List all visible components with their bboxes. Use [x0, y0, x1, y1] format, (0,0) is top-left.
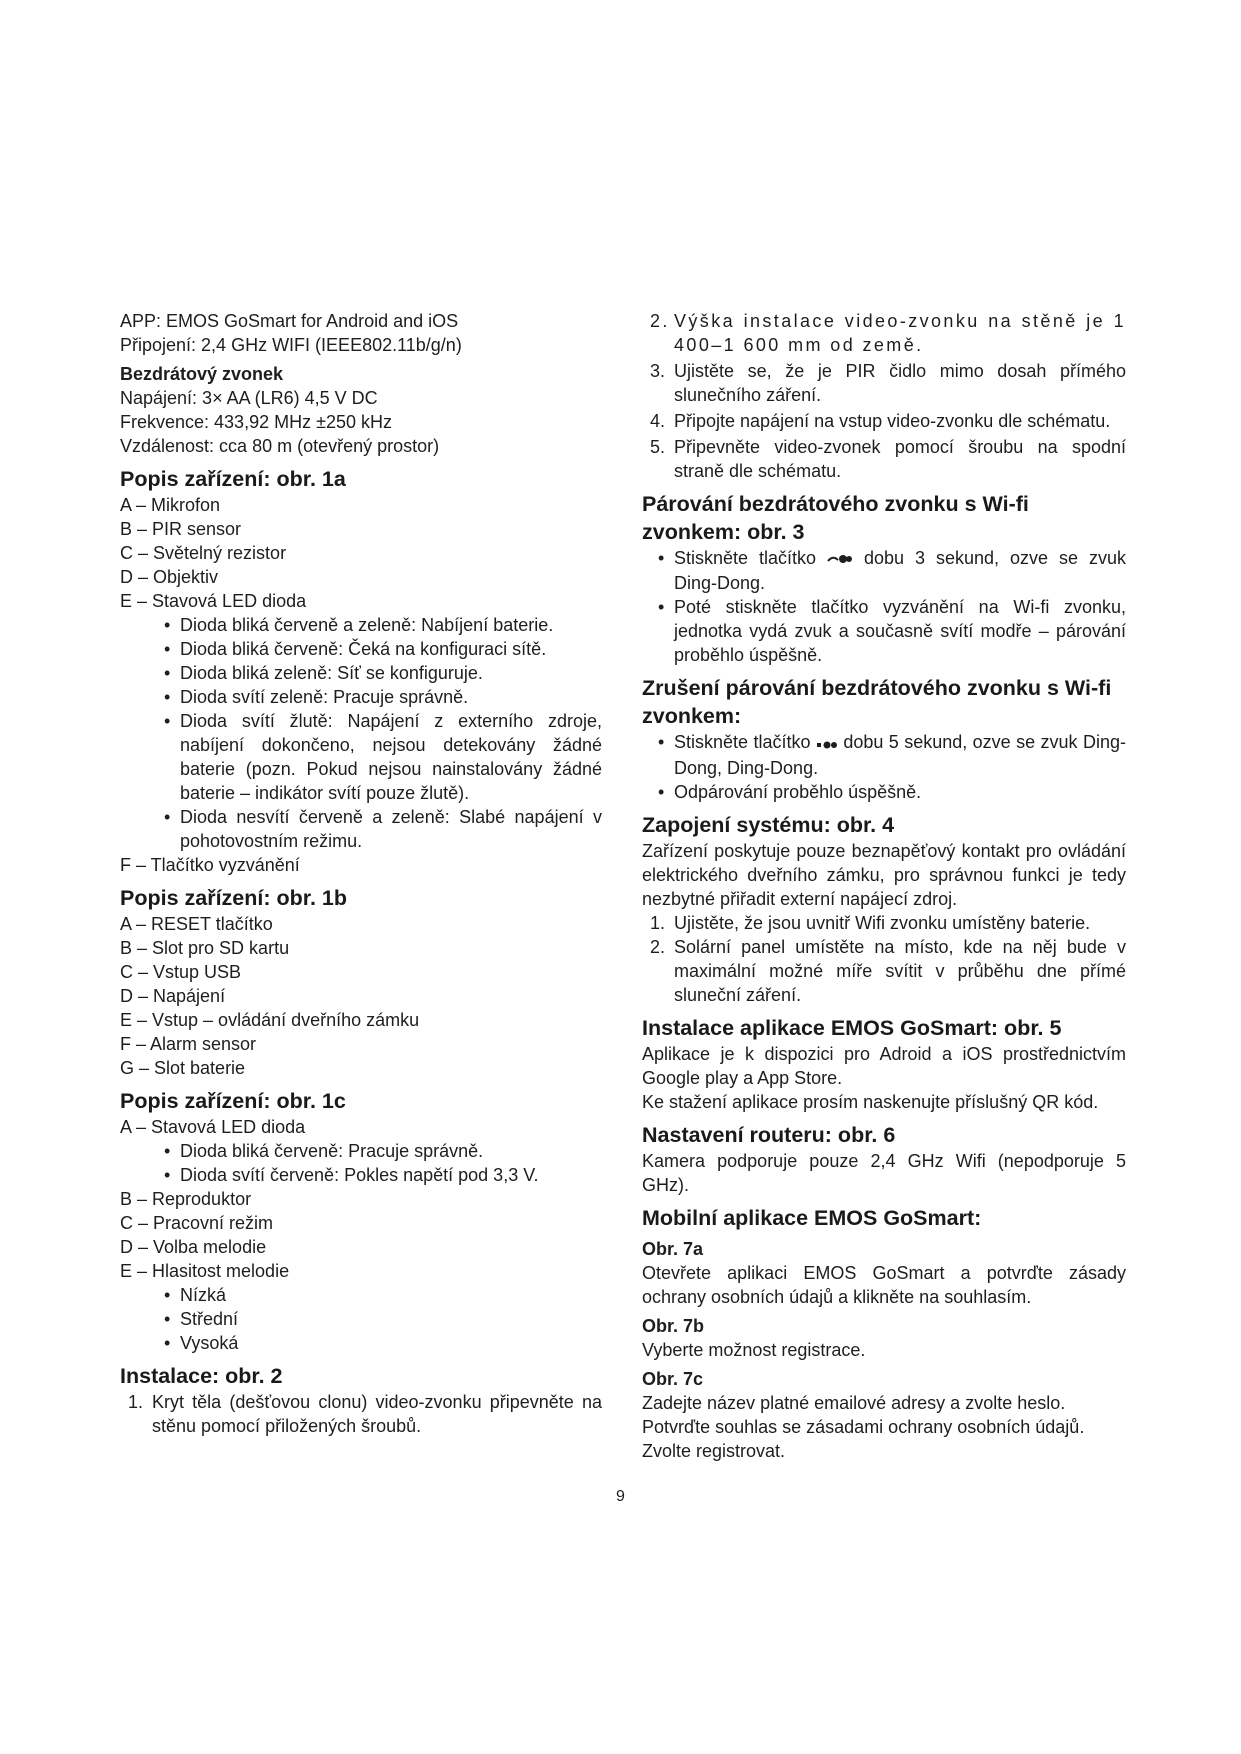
numbered-item	[642, 359, 1126, 407]
section-1c-title: Popis zařízení: obr. 1c	[120, 1089, 346, 1113]
bullet-item: • Nízká	[120, 1283, 602, 1307]
bullet-item: • Dioda nesvítí červeně a zeleně: Slabé napájení v pohotovostním režimu.	[120, 805, 602, 853]
obr-7c-title: Obr. 7c	[642, 1368, 704, 1389]
numbered-item	[642, 309, 1126, 357]
list-item: C – Pracovní režim	[120, 1213, 274, 1233]
bullet-item: • Dioda bliká červeně: Pracuje správně.	[120, 1139, 602, 1163]
unpairing-title: Zrušení párování bezdrátového zvonku s Wi-fi zvonkem:	[642, 676, 1112, 729]
bullet-item: • Odpárování proběhlo úspěšně.	[642, 780, 1126, 804]
list-item: B – Slot pro SD kartu	[120, 938, 290, 958]
wireless-bell-title: Bezdrátový zvonek	[120, 364, 284, 384]
wiring-text: Zařízení poskytuje pouze beznapěťový kontakt pro ovládání elektrického dveřního zámku, pro správnou funkci je tedy nezbytné přiřadit externí napájecí zdroj.	[642, 840, 1126, 909]
list-item: A – RESET tlačítko	[120, 914, 273, 934]
bullet-item	[642, 730, 1126, 779]
spec-connection: Připojení: 2,4 GHz WIFI (IEEE802.11b/g/n)	[120, 335, 462, 355]
list-item: F – Tlačítko vyzvánění	[120, 855, 300, 875]
wireless-bell-range: Vzdálenost: cca 80 m (otevřený prostor)	[120, 436, 440, 456]
bullet-item: • Dioda svítí červeně: Pokles napětí pod 3,3 V.	[120, 1163, 602, 1187]
numbered-item	[642, 935, 1126, 1007]
step-number: 2.	[650, 311, 670, 331]
wiring-steps	[642, 911, 1126, 1007]
list-item: A – Stavová LED dioda	[120, 1117, 306, 1137]
list-item: D – Volba melodie	[120, 1237, 267, 1257]
install-steps-right	[642, 309, 1126, 483]
section-1a-title: Popis zařízení: obr. 1a	[120, 467, 346, 491]
step-text: Kryt těla (dešťovou clonu) video-zvonku připevněte na stěnu pomocí přiložených šroubů.	[152, 1392, 602, 1436]
pairing-title: Párování bezdrátového zvonku s Wi-fi zvonkem: obr. 3	[642, 492, 1029, 544]
volume-list	[120, 1283, 602, 1355]
app-install-text: Aplikace je k dispozici pro Adroid a iOS prostřednictvím Google play a App Store.	[642, 1043, 1126, 1088]
step-number: 5.	[650, 437, 666, 457]
list-item: C – Vstup USB	[120, 962, 242, 982]
bullet-item: • Dioda svítí zeleně: Pracuje správně.	[120, 685, 602, 709]
mobile-app-title: Mobilní aplikace EMOS GoSmart:	[642, 1205, 982, 1230]
step-text: Solární panel umístěte na místo, kde na něj bude v maximální možné míře svítit v průběhu dne přímé sluneční záření.	[674, 936, 1126, 1005]
step-text: Výška instalace video-zvonku na stěně je 1 400–1 600 mm od země.	[674, 311, 1126, 355]
bullet-text: Stiskněte tlačítko	[674, 548, 817, 568]
bullet-item: • Vysoká	[120, 1331, 602, 1355]
list-item: A – Mikrofon	[120, 495, 221, 515]
bullet-text: dobu 3 sekund, ozve se zvuk Ding-Dong.	[674, 548, 1126, 594]
unpairing-list	[642, 730, 1126, 803]
obr-7a-title: Obr. 7a	[642, 1238, 704, 1259]
bullet-item: • Střední	[120, 1307, 602, 1331]
bullet-item: • Poté stiskněte tlačítko vyzvánění na Wi-fi zvonku, jednotka vydá zvuk a současně svítí modře – párování proběhlo úspěšně.	[642, 595, 1126, 667]
right-column	[642, 309, 1126, 1463]
wireless-bell-frequency: Frekvence: 433,92 MHz ±250 kHz	[120, 412, 392, 432]
list-item: G – Slot baterie	[120, 1058, 246, 1078]
bullet-text: dobu 5 sekund, ozve se zvuk Ding-Dong, Ding-Dong.	[674, 732, 1126, 778]
step-number: 1.	[650, 912, 666, 933]
bell-pair-icon	[827, 547, 853, 571]
obr-7c-line: Zadejte název platné emailové adresy a zvolte heslo.	[642, 1392, 1066, 1413]
spec-app: APP: EMOS GoSmart for Android and iOS	[120, 311, 459, 331]
app-install-title: Instalace aplikace EMOS GoSmart: obr. 5	[642, 1015, 1062, 1040]
list-item: D – Napájení	[120, 986, 226, 1006]
obr-7b-text: Vyberte možnost registrace.	[642, 1339, 866, 1360]
step-number: 1.	[128, 1392, 144, 1412]
router-title: Nastavení routeru: obr. 6	[642, 1122, 896, 1147]
section-1b-title: Popis zařízení: obr. 1b	[120, 886, 347, 910]
bullet-item: • Dioda bliká červeně a zeleně: Nabíjení baterie.	[120, 613, 602, 637]
pairing-list	[642, 546, 1126, 667]
step-number: 4.	[650, 411, 666, 431]
bullet-item	[642, 546, 1126, 595]
wireless-bell-power: Napájení: 3× AA (LR6) 4,5 V DC	[120, 388, 378, 408]
router-text: Kamera podporuje pouze 2,4 GHz Wifi (nepodporuje 5 GHz).	[642, 1150, 1126, 1195]
bullet-item: • Dioda svítí žlutě: Napájení z externího zdroje, nabíjení dokončeno, nejsou detekovány žádné baterie (pozn. Pokud nejsou nainstalovány žádné baterie – indikátor svítí pouze žlutě).	[120, 709, 602, 805]
obr-7c-line: Zvolte registrovat.	[642, 1440, 786, 1461]
list-item: B – Reproduktor	[120, 1189, 252, 1209]
led-status-list	[120, 613, 602, 853]
led-status-list-1c	[120, 1139, 602, 1187]
left-column	[120, 309, 602, 1438]
obr-7a-text: Otevřete aplikaci EMOS GoSmart a potvrďte zásady ochrany osobních údajů a klikněte na souhlasím.	[642, 1262, 1126, 1307]
step-number: 2.	[650, 936, 666, 957]
numbered-item	[120, 1390, 602, 1438]
bullet-text: Stiskněte tlačítko	[674, 732, 811, 753]
step-text: Připevněte video-zvonek pomocí šroubu na spodní straně dle schématu.	[674, 437, 1126, 481]
bullet-item: • Dioda bliká červeně: Čeká na konfiguraci sítě.	[120, 637, 602, 661]
numbered-item	[642, 409, 1126, 433]
wiring-title: Zapojení systému: obr. 4	[642, 812, 895, 837]
obr-7c-line: Potvrďte souhlas se zásadami ochrany osobních údajů.	[642, 1416, 1085, 1437]
numbered-item	[642, 911, 1126, 935]
step-number: 3.	[650, 361, 666, 381]
page-number: 9	[616, 1488, 625, 1505]
list-item: E – Hlasitost melodie	[120, 1261, 290, 1281]
obr-7b-title: Obr. 7b	[642, 1315, 705, 1336]
list-item: B – PIR sensor	[120, 519, 242, 539]
step-text: Ujistěte se, že je PIR čidlo mimo dosah přímého slunečního záření.	[674, 361, 1126, 405]
app-install-qr-text: Ke stažení aplikace prosím naskenujte příslušný QR kód.	[642, 1091, 1099, 1112]
list-item: E – Vstup – ovládání dveřního zámku	[120, 1010, 420, 1030]
list-item: C – Světelný rezistor	[120, 543, 287, 563]
bullet-item: • Dioda bliká zeleně: Síť se konfiguruje.	[120, 661, 602, 685]
step-text: Ujistěte, že jsou uvnitř Wifi zvonku umístěny baterie.	[674, 912, 1091, 933]
list-item: F – Alarm sensor	[120, 1034, 257, 1054]
numbered-item	[642, 435, 1126, 483]
list-item: E – Stavová LED dioda	[120, 591, 307, 611]
install-steps-left	[120, 1390, 602, 1438]
list-item: D – Objektiv	[120, 567, 219, 587]
section-2-title: Instalace: obr. 2	[120, 1364, 283, 1388]
bell-unpair-icon	[816, 732, 838, 756]
step-text: Připojte napájení na vstup video-zvonku dle schématu.	[674, 411, 1111, 431]
